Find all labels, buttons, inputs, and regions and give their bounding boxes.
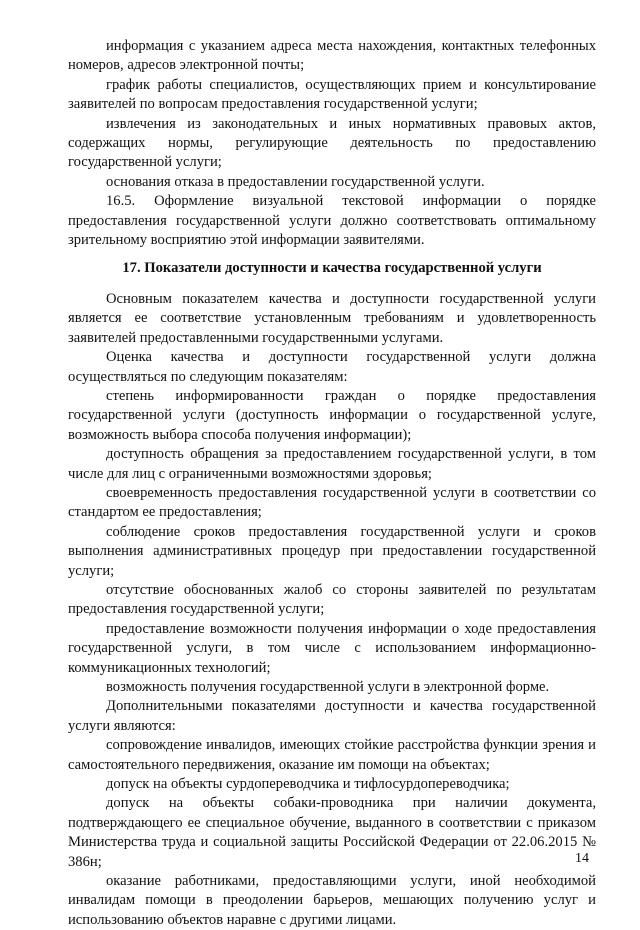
paragraph: доступность обращения за предоставлением государственной услуги, в том числе для лиц с ограниченными возможностями здоровья; (68, 446, 596, 482)
document-page (68, 37, 596, 930)
paragraph: допуск на объекты собаки-проводника при наличии документа, подтверждающего ее специальное обучение, выданного в соответствии с приказом Министерства труда и социальной защиты Российской Федерации от 22.06.2015 № 386н; (68, 795, 596, 870)
paragraph: Дополнительными показателями доступности и качества государственной услуги являются: (68, 698, 596, 734)
paragraph: 16.5. Оформление визуальной текстовой информации о порядке предоставления государственной услуги должно соответствовать оптимальному зрительному восприятию этой информации заявителями. (68, 193, 596, 249)
paragraph: информация с указанием адреса места нахождения, контактных телефонных номеров, адресов электронной почты; (68, 38, 596, 74)
paragraph: соблюдение сроков предоставления государственной услуги и сроков выполнения административных процедур при предоставлении государственной услуги; (68, 523, 596, 579)
paragraph: степень информированности граждан о порядке предоставления государственной услуги (доступность информации о государственной услуге, возможность выбора способа получения информации); (68, 387, 596, 443)
paragraph: график работы специалистов, осуществляющих прием и консультирование заявителей по вопросам предоставления государственной услуги; (68, 76, 596, 113)
paragraphs-before (68, 37, 596, 250)
paragraph: извлечения из законодательных и иных нормативных правовых актов, содержащих нормы, регулирующие деятельность по предоставлению государственной услуги; (68, 115, 596, 171)
paragraph: Основным показателем качества и доступности государственной услуги является ее соответствие установленным требованиям и удовлетворенность заявителей предоставленными государственными услугами. (68, 290, 596, 346)
paragraph: отсутствие обоснованных жалоб со стороны заявителей по результатам предоставления государственной услуги; (68, 581, 596, 618)
paragraph: возможность получения государственной услуги в электронной форме. (106, 679, 550, 695)
paragraph: оказание работниками, предоставляющими услуги, иной необходимой инвалидам помощи в преодолении барьеров, мешающих получению услуг и использованию объектов наравне с другими лицами. (68, 873, 596, 928)
paragraphs-after (68, 290, 596, 930)
paragraph: допуск на объекты сурдопереводчика и тифлосурдопереводчика; (106, 776, 510, 793)
paragraph: Оценка качества и доступности государственной услуги должна осуществляться по следующим показателям: (68, 349, 596, 385)
paragraph: своевременность предоставления государственной услуги в соответствии со стандартом ее предоставления; (68, 484, 596, 521)
paragraph: сопровождение инвалидов, имеющих стойкие расстройства функции зрения и самостоятельного передвижения, оказание им помощи на объектах; (68, 737, 596, 773)
section-heading: 17. Показатели доступности и качества государственной услуги (122, 260, 542, 277)
paragraph: основания отказа в предоставлении государственной услуги. (106, 173, 485, 190)
paragraph: предоставление возможности получения информации о ходе предоставления государственной услуги, в том числе с использованием информационно-коммуникационных технологий; (68, 620, 596, 676)
page-number: 14 (575, 851, 589, 866)
